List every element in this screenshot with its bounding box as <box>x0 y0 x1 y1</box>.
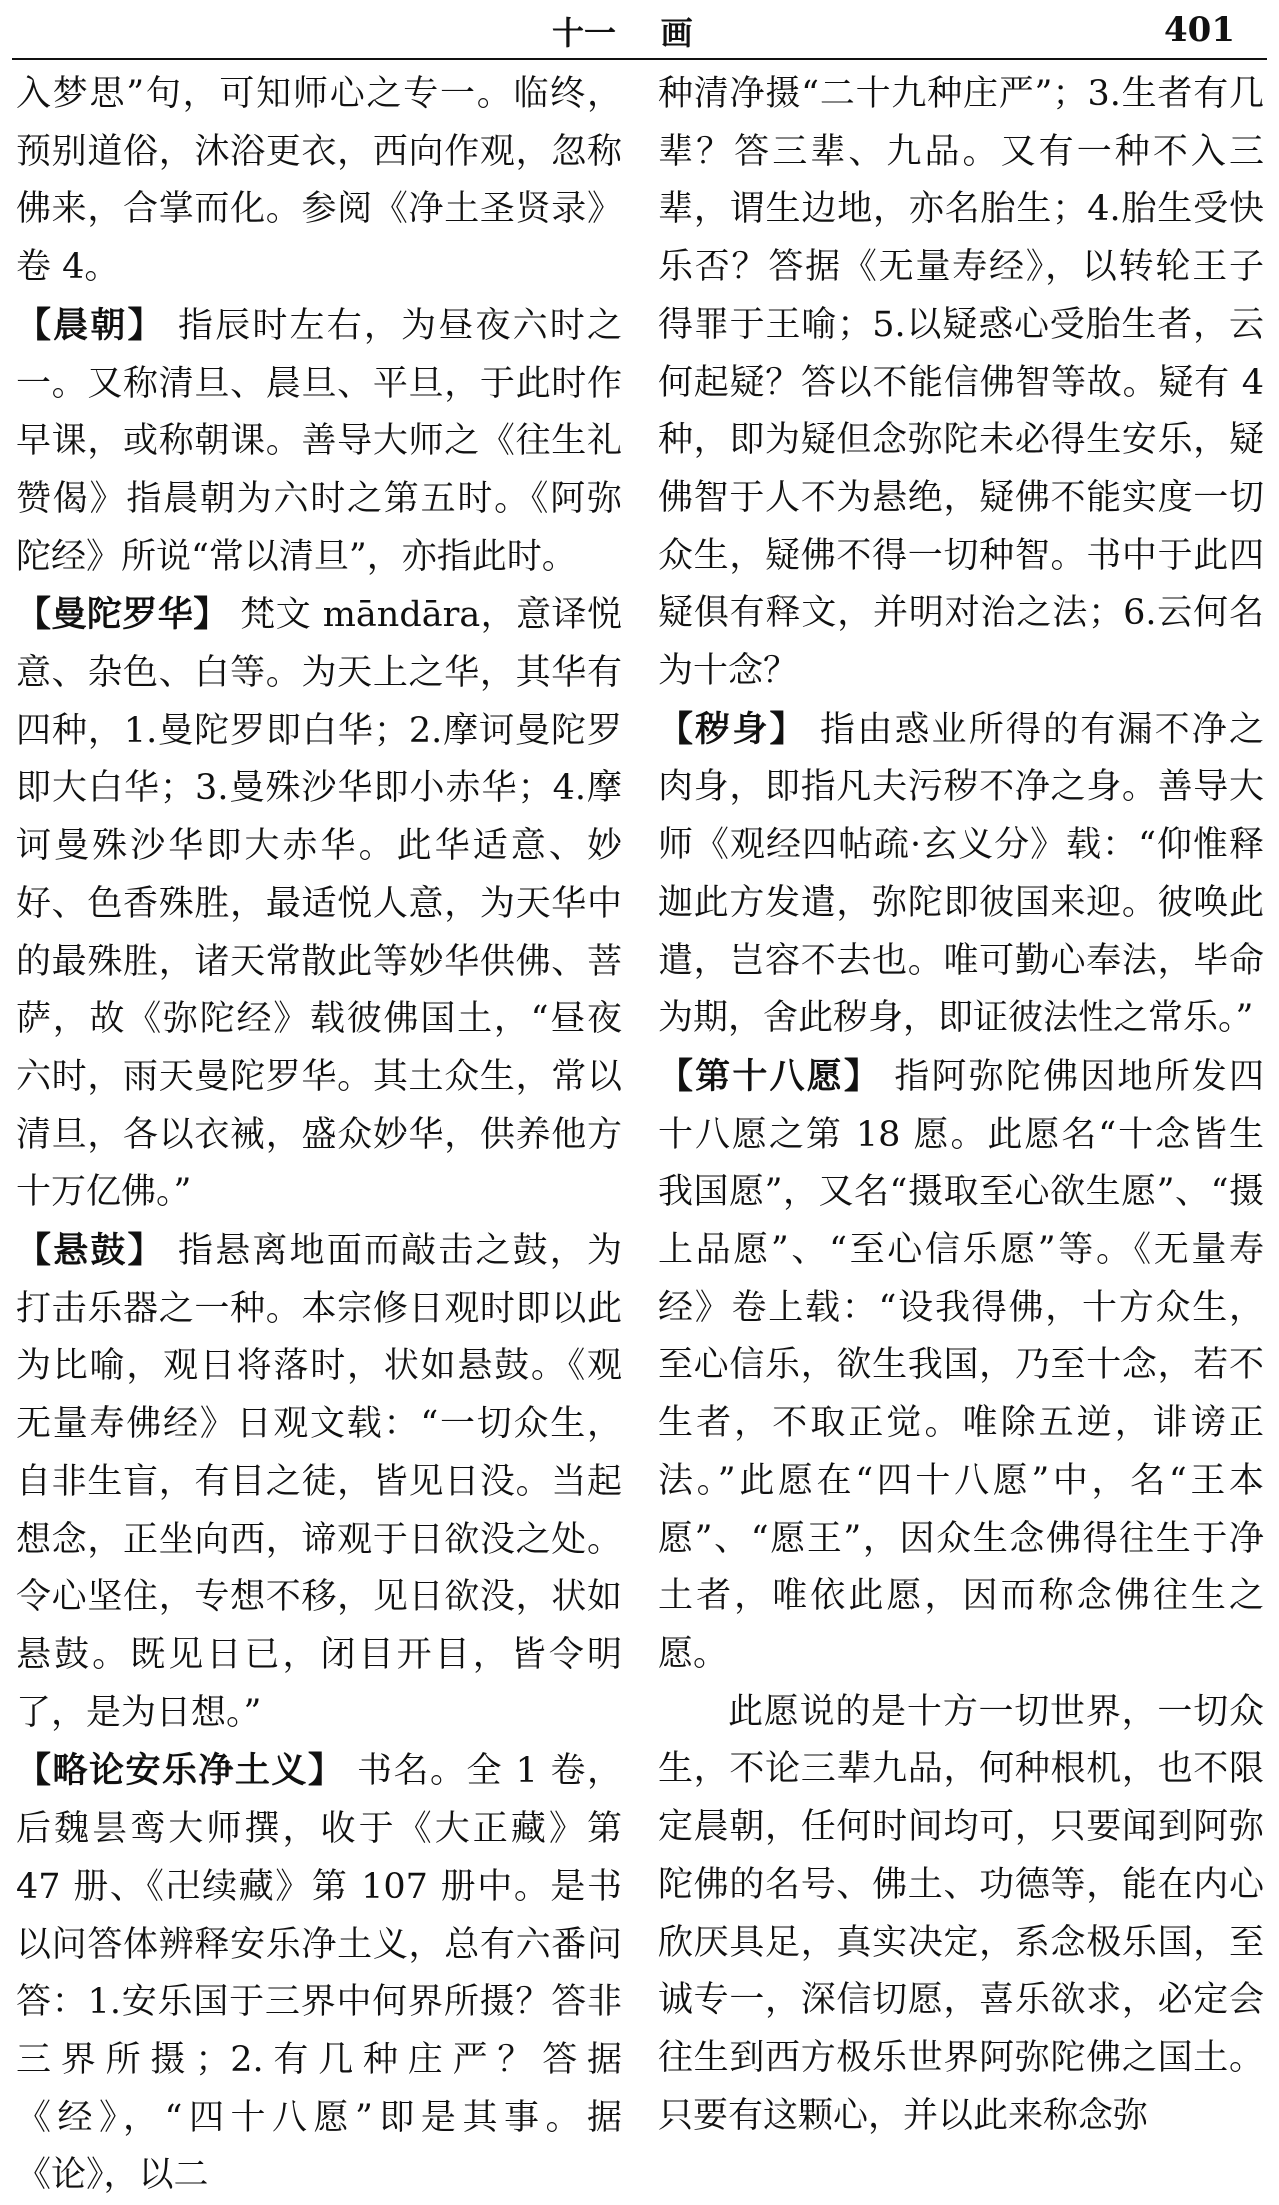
entry-text: 此愿说的是十方一切世界，一切众生，不论三辈九品，何种根机，也不限定晨朝，任何时间均可，只要闻到阿弥陀佛的名号、佛土、功德等，能在内心欣厌具足，真实决定，系念极乐国，至诚专一，深信切愿，喜乐欲求，必定会往生到西方极乐世界阿弥陀佛之国土。只要有这颗心，并以此来称念弥 <box>658 1691 1264 2136</box>
entry-text: 书名。全 1 卷，后魏昙鸾大师撰，收于《大正藏》第 47 册、《卍续藏》第 107 册中。是书以问答体辨释安乐净土义，总有六番问答：1.安乐国于三界中何界所摄？答非三界所摄；2.有几种庄严？答据《经》，“四十八愿”即是其事。据《论》，以二 <box>16 1751 622 2196</box>
commentary-paragraph <box>658 1684 1264 2146</box>
entry-continuation <box>658 66 1264 701</box>
entry-huishen <box>658 701 1264 1048</box>
entry-text: 指悬离地面而敲击之鼓，为打击乐器之一种。本宗修日观时即以此为比喻，观日将落时，状如悬鼓。《观无量寿佛经》日观文载：“一切众生，自非生盲，有目之徒，皆见日没。当起想念，正坐向西，谛观于日欲没之处。令心坚住，专想不移，见日欲没，状如悬鼓。既见日已，闭目开目，皆令明了，是为日想。” <box>16 1231 622 1733</box>
entry-mantuoluohua <box>16 586 622 1222</box>
entry-text: 指辰时左右，为昼夜六时之一。又称清旦、晨旦、平旦，于此时作早课，或称朝课。善导大师之《往生礼赞偈》指晨朝为六时之第五时。《阿弥陀经》所说“常以清旦”，亦指此时。 <box>16 305 622 577</box>
entry-text: 指由惑业所得的有漏不净之肉身，即指凡夫污秽不净之身。善导大师《观经四帖疏·玄义分》载：“仰惟释迦此方发遣，弥陀即彼国来迎。彼唤此遣，岂容不去也。唯可勤心奉法，毕命为期，舍此秽身，即证彼法性之常乐。” <box>658 709 1264 1039</box>
entry-xuangu <box>16 1222 622 1742</box>
page-number: 401 <box>1164 10 1235 50</box>
entry-headword: 【曼陀罗华】 <box>16 594 229 636</box>
entry-dishibayuan <box>658 1048 1264 1684</box>
entry-text: 入梦思”句，可知师心之专一。临终，预别道俗，沐浴更衣，西向作观，忽称佛来，合掌而化。参阅《净土圣贤录》卷 4。 <box>16 74 622 288</box>
entry-headword: 【悬鼓】 <box>16 1230 165 1272</box>
entry-lueluen <box>16 1742 622 2205</box>
entry-text: 指阿弥陀佛因地所发四十八愿之第 18 愿。此愿名“十念皆生我国愿”，又名“摄取至心欲生愿”、“摄上品愿”、“至心信乐愿”等。《无量寿经》卷上载：“设我得佛，十方众生，至心信乐，欲生我国，乃至十念，若不生者，不取正觉。唯除五逆，诽谤正法。”此愿在“四十八愿”中，名“王本愿”、“愿王”，因众生念佛得往生于净土者，唯依此愿，因而称念佛往生之愿。 <box>658 1056 1264 1674</box>
entry-text: 种清净摄“二十九种庄严”；3.生者有几辈？答三辈、九品。又有一种不入三辈，谓生边地，亦名胎生；4.胎生受快乐否？答据《无量寿经》，以转轮王子得罪于王喻；5.以疑惑心受胎生者，云何起疑？答以不能信佛智等故。疑有 4 种，即为疑但念弥陀未必得生安乐，疑佛智于人不为悬绝，疑佛不能实度一切众生，疑佛不得一切种智。书中于此四疑俱有释文，并明对治之法；6.云何名为十念？ <box>658 74 1264 692</box>
entry-continuation <box>16 66 622 297</box>
entry-headword: 【第十八愿】 <box>658 1055 882 1097</box>
entry-chenzhao <box>16 297 622 587</box>
entry-text: 梵文 māndāra，意译悦意、杂色、白等。为天上之华，其华有四种，1.曼陀罗即白华；2.摩诃曼陀罗即大白华；3.曼殊沙华即小赤华；4.摩诃曼殊沙华即大赤华。此华适意、妙好、色香殊胜，最适悦人意，为天华中的最殊胜，诸天常散此等妙华供佛、菩萨，故《弥陀经》载彼佛国土，“昼夜六时，雨天曼陀罗华。其土众生，常以清旦，各以衣裓，盛众妙华，供养他方十万亿佛。” <box>16 595 622 1213</box>
entry-headword: 【晨朝】 <box>16 304 165 346</box>
right-column <box>658 66 1264 2145</box>
running-title: 十一 画 <box>552 14 693 52</box>
entry-headword: 【略论安乐净土义】 <box>16 1750 345 1792</box>
page-header <box>12 0 1267 60</box>
entry-headword: 【秽身】 <box>658 708 807 750</box>
left-column <box>16 66 622 2205</box>
